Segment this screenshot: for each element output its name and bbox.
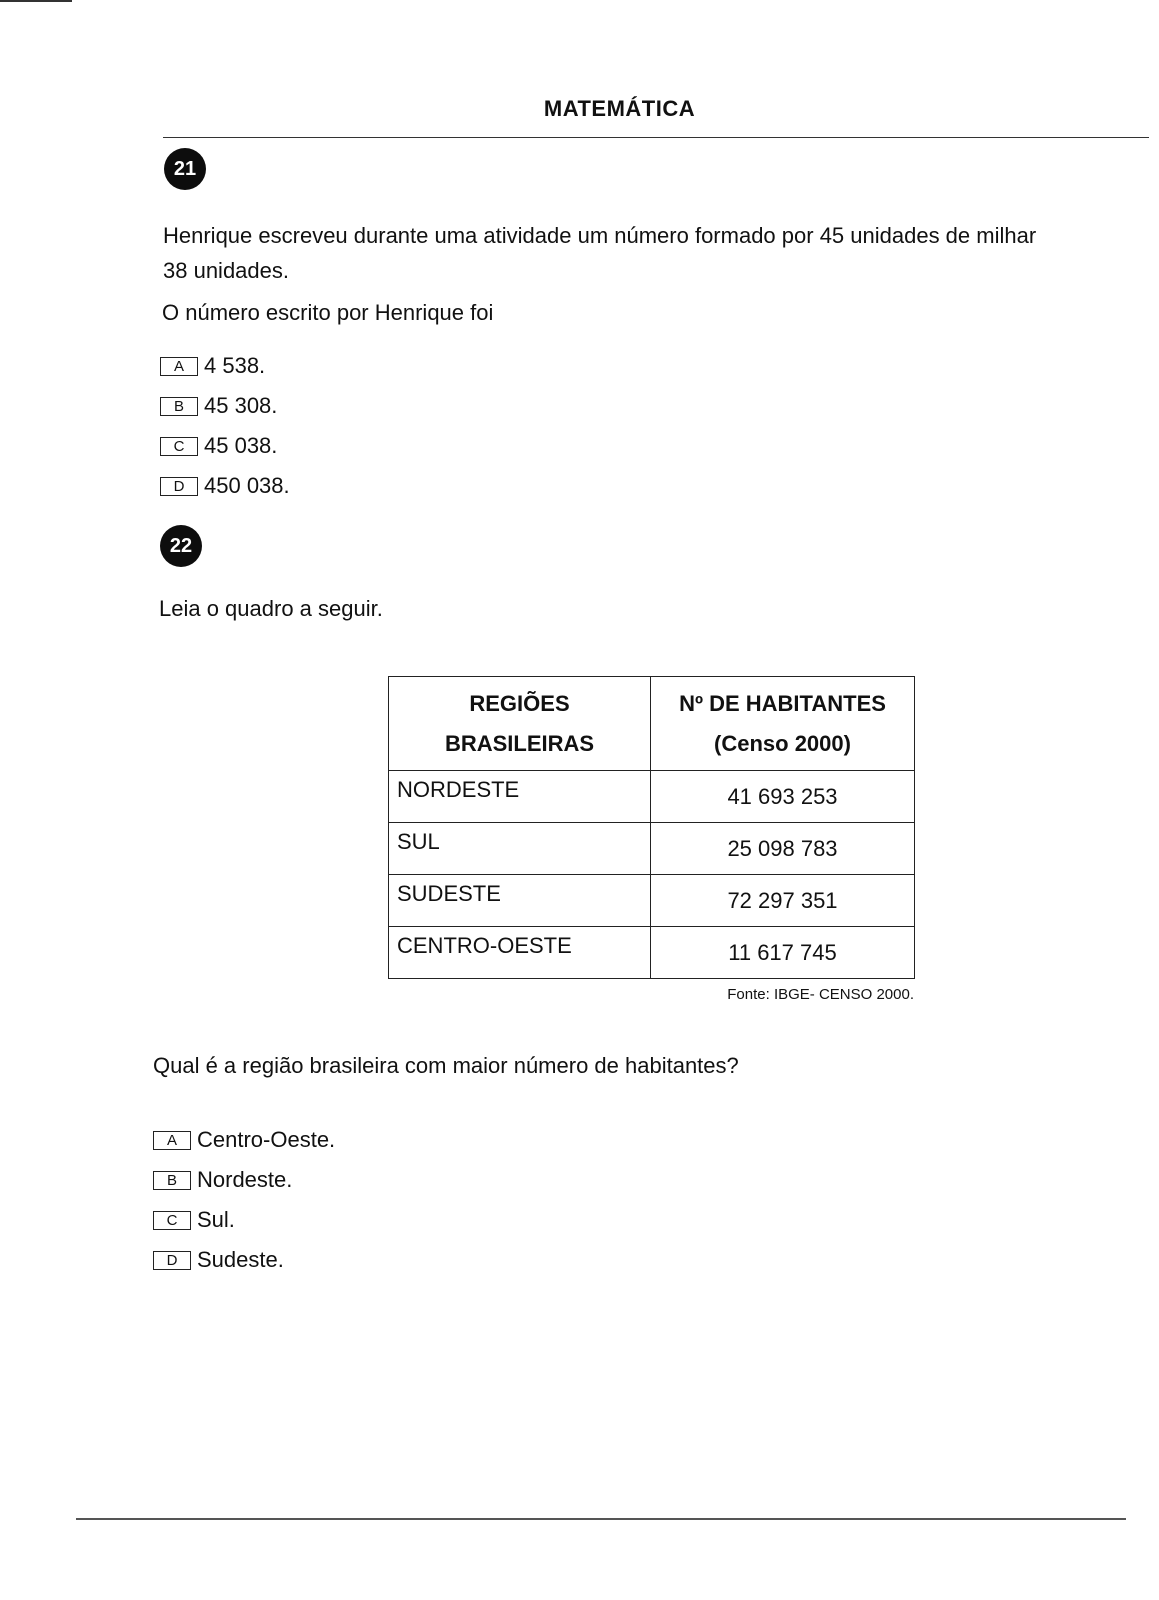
option-text: Sudeste. [197, 1247, 284, 1272]
census-table [388, 676, 915, 979]
question-21-prompt: O número escrito por Henrique foi [162, 300, 494, 325]
question-21-stem-line1: Henrique escreveu durante uma atividade um número formado por 45 unidades de milhar [163, 223, 1037, 248]
option-letter-box: D [153, 1251, 191, 1270]
table-row [389, 771, 915, 823]
column-header-text: Nº DE HABITANTES [679, 690, 886, 716]
option-letter-box: B [160, 397, 198, 416]
q21-option-c[interactable] [160, 431, 277, 461]
region-cell: CENTRO-OESTE [389, 927, 651, 979]
option-letter-box: A [160, 357, 198, 376]
option-text: 4 538. [204, 353, 266, 378]
page-title: MATEMÁTICA [543, 96, 696, 121]
region-cell: NORDESTE [389, 771, 651, 823]
population-cell: 25 098 783 [651, 823, 915, 875]
q21-option-d[interactable] [160, 471, 290, 501]
option-text: 45 038. [204, 433, 278, 458]
table-row [389, 927, 915, 979]
q22-option-d[interactable] [153, 1245, 284, 1275]
table-row [389, 823, 915, 875]
column-header-regions [389, 677, 651, 771]
region-cell: SUDESTE [389, 875, 651, 927]
region-cell: SUL [389, 823, 651, 875]
column-header-text: REGIÕES [469, 690, 570, 716]
population-cell: 11 617 745 [651, 927, 915, 979]
q22-option-a[interactable] [153, 1125, 335, 1155]
population-cell: 41 693 253 [651, 771, 915, 823]
option-text: Nordeste. [197, 1167, 293, 1192]
question-number-badge-22: 22 [160, 525, 202, 567]
q21-option-a[interactable] [160, 351, 265, 381]
column-header-text: (Censo 2000) [714, 730, 851, 756]
option-text: Centro-Oeste. [197, 1127, 336, 1152]
q22-option-c[interactable] [153, 1205, 235, 1235]
question-21-stem [163, 218, 1133, 288]
population-cell: 72 297 351 [651, 875, 915, 927]
question-22-prompt: Qual é a região brasileira com maior número de habitantes? [153, 1053, 739, 1078]
question-21-stem-line2: 38 unidades. [163, 258, 289, 283]
option-letter-box: A [153, 1131, 191, 1150]
header-divider [163, 137, 1149, 138]
option-letter-box: D [160, 477, 198, 496]
footer-divider [76, 1518, 1126, 1520]
table-source: Fonte: IBGE- CENSO 2000. [727, 986, 914, 1003]
option-text: 450 038. [204, 473, 290, 498]
option-letter-box: C [160, 437, 198, 456]
column-header-text: BRASILEIRAS [444, 730, 595, 756]
table-header-row [389, 677, 915, 771]
q22-option-b[interactable] [153, 1165, 292, 1195]
option-text: 45 308. [204, 393, 278, 418]
question-number-badge-21: 21 [164, 148, 206, 190]
corner-rule [0, 0, 72, 2]
question-22-intro: Leia o quadro a seguir. [159, 596, 383, 621]
option-letter-box: C [153, 1211, 191, 1230]
table-row [389, 875, 915, 927]
column-header-population [651, 677, 915, 771]
option-letter-box: B [153, 1171, 191, 1190]
option-text: Sul. [197, 1207, 235, 1232]
q21-option-b[interactable] [160, 391, 277, 421]
